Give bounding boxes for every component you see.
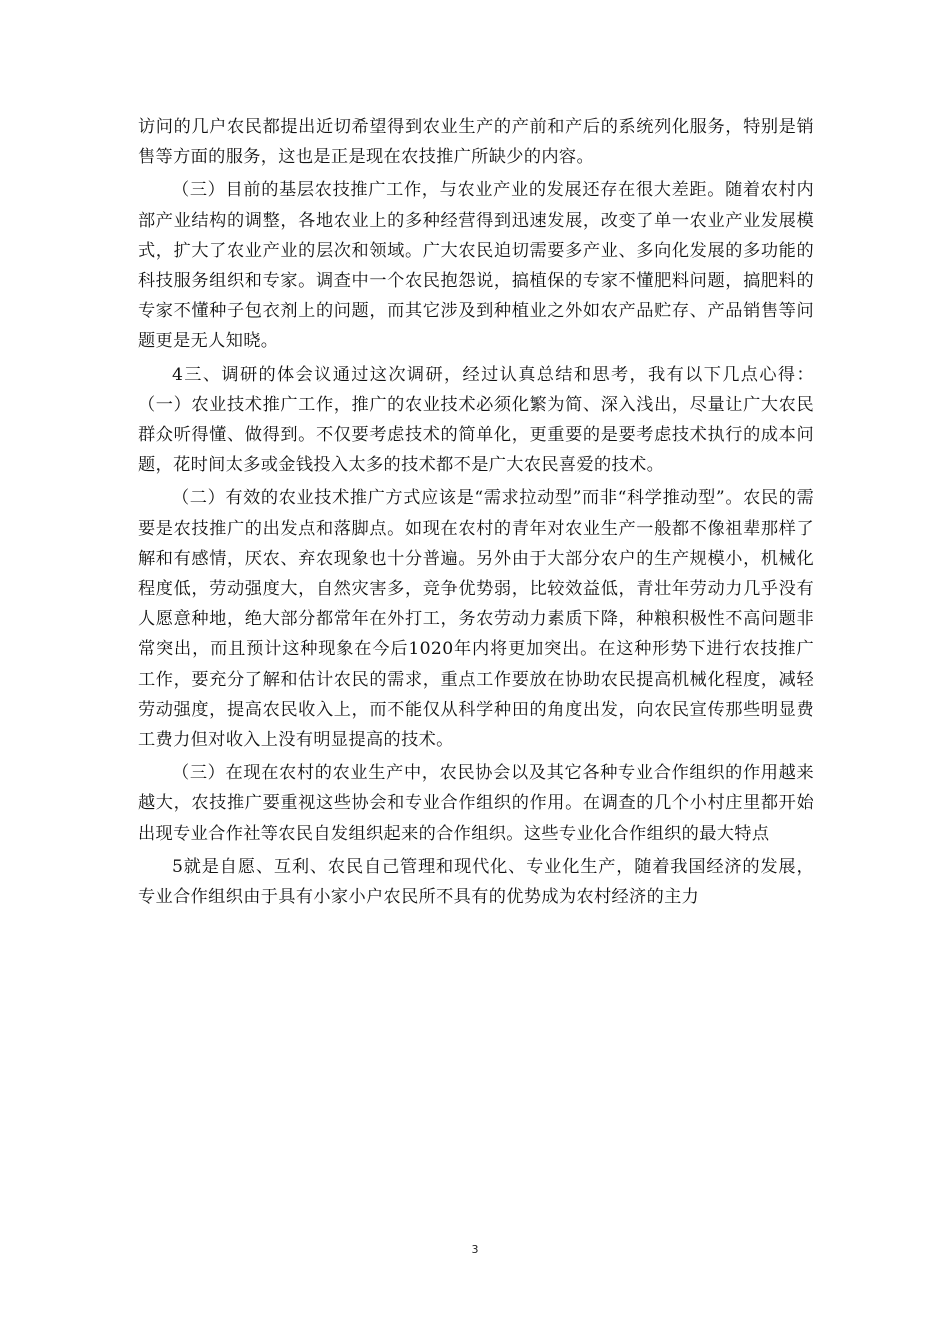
paragraph-1: 访问的几户农民都提出近切希望得到农业生产的产前和产后的系统列化服务，特别是销售等方面的服务，这也是正是现在农技推广所缺少的内容。 bbox=[138, 117, 814, 168]
paragraph-3: 4三、调研的体会议通过这次调研，经过认真总结和思考，我有以下几点心得：（一）农业技术推广工作，推广的农业技术必须化繁为简、深入浅出，尽量让广大农民群众听得懂、做得到。不仅要考虑技术的简单化，更重要的是要考虑技术执行的成本问题，花时间太多或金钱投入太多的技术都不是广大农民喜爱的技术。 bbox=[138, 364, 814, 476]
paragraph-6: 5就是自愿、互利、农民自己管理和现代化、专业化生产，随着我国经济的发展，专业合作组织由于具有小家小户农民所不具有的优势成为农村经济的主力 bbox=[138, 856, 814, 908]
page-number: 3 bbox=[471, 1243, 479, 1256]
paragraph-2: （三）目前的基层农技推广工作，与农业产业的发展还存在很大差距。随着农村内部产业结构的调整，各地农业上的多种经营得到迅速发展，改变了单一农业产业发展模式，扩大了农业产业的层次和领域。广大农民迫切需要多产业、多向化发展的多功能的科技服务组织和专家。调查中一个农民抱怨说，搞植保的专家不懂肥料问题，搞肥料的专家不懂种子包衣剂上的问题，而其它涉及到种植业之外如农产品贮存、产品销售等问题更是无人知晓。 bbox=[138, 180, 814, 352]
document-body bbox=[138, 112, 814, 915]
paragraph-4: （二）有效的农业技术推广方式应该是“需求拉动型”而非“科学推动型”。农民的需要是农技推广的出发点和落脚点。如现在农村的青年对农业生产一般都不像祖辈那样了解和有感情，厌农、弃农现象也十分普遍。另外由于大部分农户的生产规模小，机械化程度低，劳动强度大，自然灾害多，竞争优势弱，比较效益低，青壮年劳动力几乎没有人愿意种地，绝大部分都常年在外打工，务农劳动力素质下降，种粮积极性不高问题非常突出，而且预计这种现象在今后1020年内将更加突出。在这种形势下进行农技推广工作，要充分了解和估计农民的需求，重点工作要放在协助农民提高机械化程度，减轻劳动强度，提高农民收入上，而不能仅从科学种田的角度出发，向农民宣传那些明显费工费力但对收入上没有明显提高的技术。 bbox=[138, 488, 814, 751]
paragraph-5: （三）在现在农村的农业生产中，农民协会以及其它各种专业合作组织的作用越来越大，农技推广要重视这些协会和专业合作组织的作用。在调查的几个小村庄里都开始出现专业合作社等农民自发组织起来的合作组织。这些专业化合作组织的最大特点 bbox=[138, 763, 814, 844]
